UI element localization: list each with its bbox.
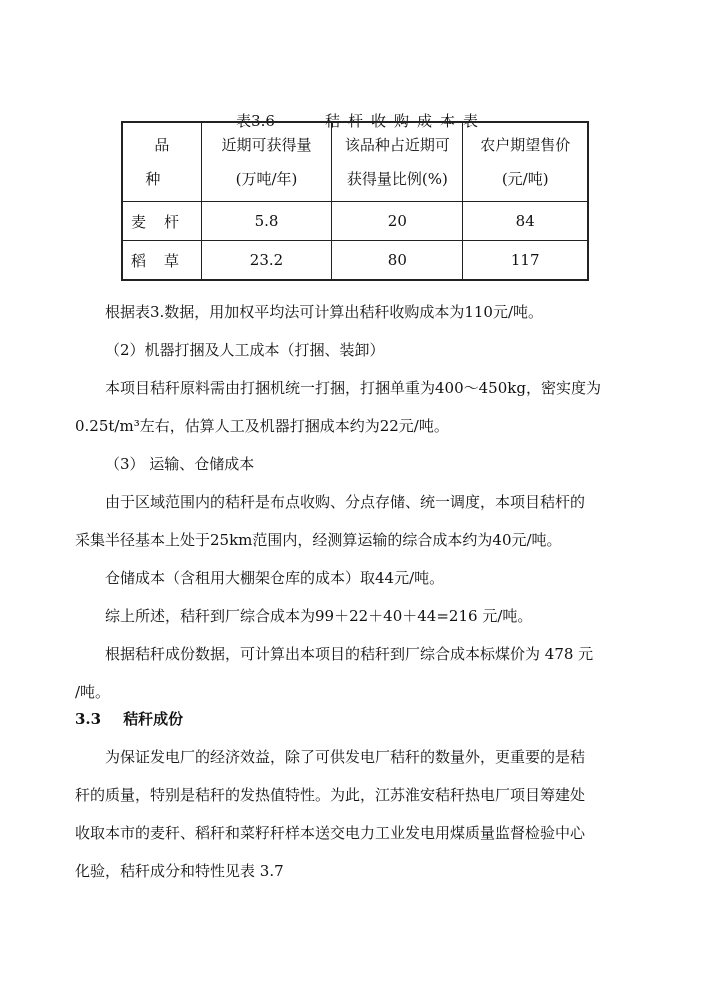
header-variety: 品种	[122, 122, 201, 202]
table-row	[122, 202, 588, 241]
straw-cost-table	[121, 121, 589, 281]
paragraph-total-cost: 综上所述，秸秆到厂综合成本为99＋22＋40＋44=216 元/吨。	[105, 607, 533, 625]
section-number: 3.3	[75, 710, 102, 728]
cell-quantity: 5.8	[201, 202, 332, 241]
section-title: 秸秆成份	[123, 710, 184, 728]
subheading-transport-cost: （3） 运输、仓储成本	[105, 455, 255, 473]
table-number: 表3.6	[236, 112, 275, 130]
paragraph-composition: 为保证发电厂的经济效益，除了可供发电厂秸秆的数量外，更重要的是秸 秆的质量，特别是秸秆的发热值特性。为此，江苏淮安秸秆热电厂项目筹建处 收取本市的麦秆、稻秆和菜籽秆样本送交电力工业发电用煤质量监督检验中心 化验，秸秆成分和特性见表 3.7	[75, 748, 586, 880]
header-ratio: 该品种占近期可 获得量比例(%)	[332, 122, 463, 202]
paragraph-transport: 由于区域范围内的秸秆是布点收购、分点存储、统一调度，本项目秸杆的 采集半径基本上处于25km范围内，经测算运输的综合成本约为40元/吨。	[75, 493, 586, 549]
subheading-baling-cost: （2）机器打捆及人工成本（打捆、装卸）	[105, 341, 385, 359]
cell-ratio: 80	[332, 241, 463, 281]
paragraph-baling: 本项目秸秆原料需由打捆机统一打捆，打捆单重为400～450kg，密实度为 0.25t/m³左右，估算人工及机器打捆成本约为22元/吨。	[75, 379, 601, 435]
cell-name: 麦杆	[122, 202, 201, 241]
header-price: 农户期望售价 (元/吨)	[463, 122, 588, 202]
section-heading	[75, 708, 183, 729]
paragraph-coal-price: 根据秸秆成份数据，可计算出本项目的秸秆到厂综合成本标煤价为 478 元 /吨。	[75, 645, 594, 701]
cell-name: 稻草	[122, 241, 201, 281]
cell-quantity: 23.2	[201, 241, 332, 281]
paragraph-weighted-cost: 根据表3.数据，用加权平均法可计算出秸秆收购成本为110元/吨。	[105, 303, 543, 321]
table-header-row	[122, 122, 588, 202]
table-row	[122, 241, 588, 281]
table-title: 秸杆收购成本表	[324, 112, 486, 130]
cell-ratio: 20	[332, 202, 463, 241]
paragraph-storage: 仓储成本（含租用大棚架仓库的成本）取44元/吨。	[105, 569, 445, 587]
header-quantity: 近期可获得量 (万吨/年)	[201, 122, 332, 202]
cell-price: 84	[463, 202, 588, 241]
cell-price: 117	[463, 241, 588, 281]
